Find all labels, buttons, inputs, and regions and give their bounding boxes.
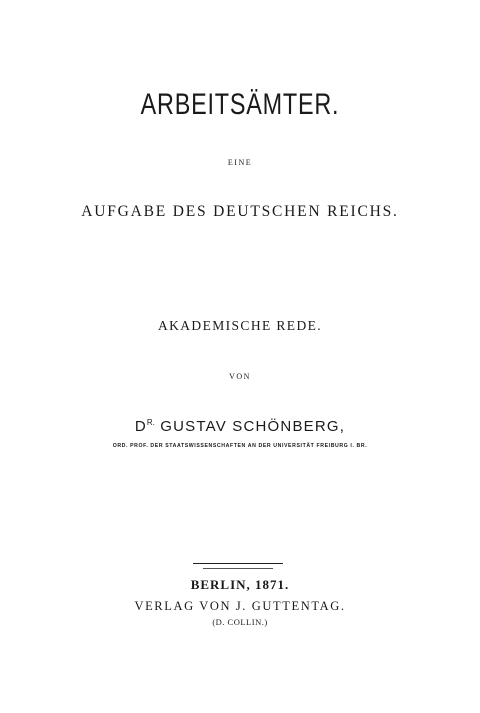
author-name: GUSTAV SCHÖNBERG,: [160, 418, 346, 435]
imprint-city-year: BERLIN, 1871.: [190, 577, 290, 592]
book-title: ARBEITSÄMTER.: [140, 88, 340, 121]
book-subtitle: AUFGABE DES DEUTSCHEN REICHS.: [81, 203, 399, 220]
imprint-rule: [193, 563, 283, 564]
imprint-rule-thin: [203, 568, 273, 569]
author-prefix: D: [134, 418, 147, 435]
genre-line: AKADEMISCHE REDE.: [157, 318, 323, 333]
author-affiliation: ORD. PROF. DER STAATSWISSENSCHAFTEN AN DER UNIVERSITÄT FREIBURG I. BR.: [112, 443, 368, 449]
connector-eine: EINE: [227, 158, 253, 167]
publisher-note: (D. COLLIN.): [212, 617, 268, 627]
author-prefix-superscript: R.: [146, 418, 155, 427]
author-line: [0, 418, 480, 435]
publisher-name: VERLAG VON J. GUTTENTAG.: [134, 599, 346, 613]
connector-von: VON: [229, 372, 251, 381]
